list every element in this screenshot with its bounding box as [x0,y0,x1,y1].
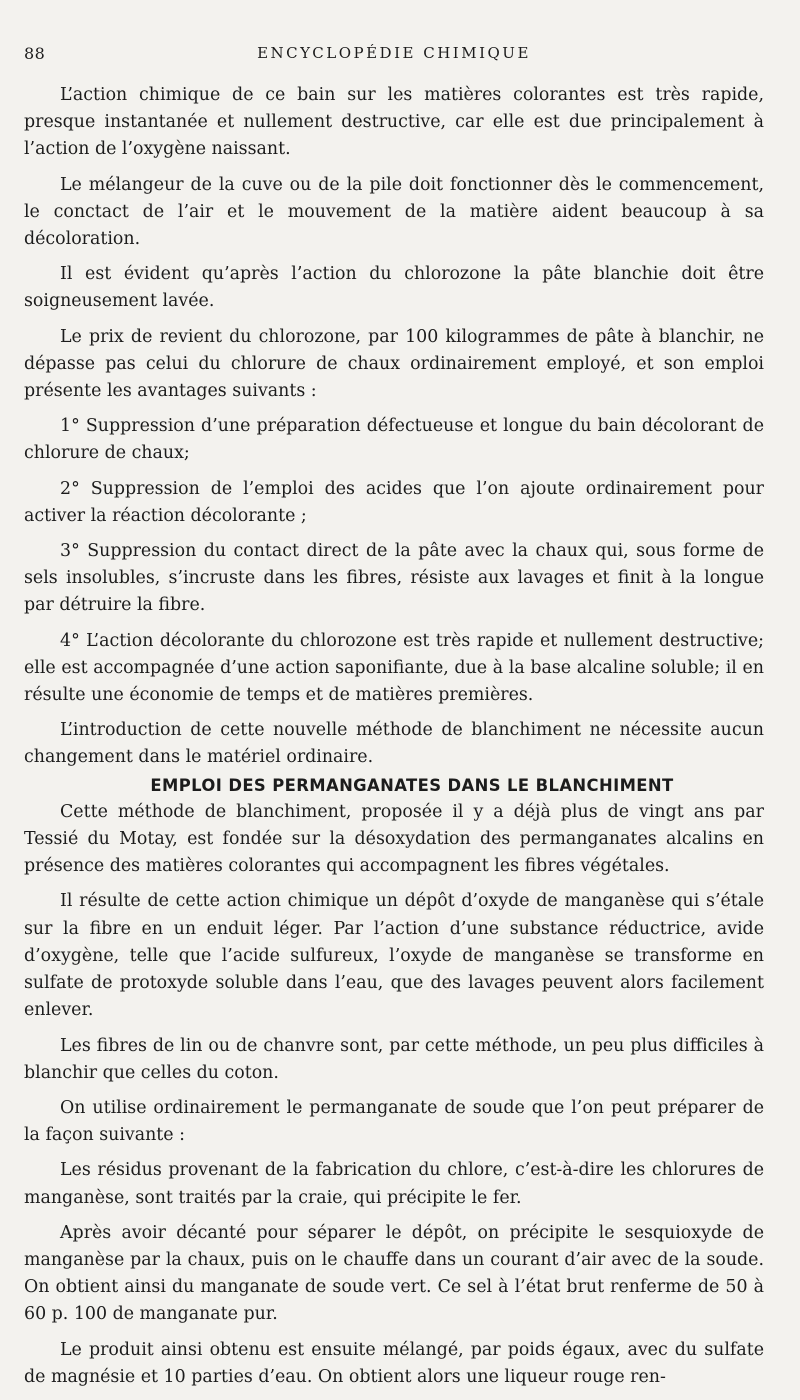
paragraph: Le prix de revient du chlorozone, par 100 kilogrammes de pâte à blanchir, ne dépasse pas celui du chlorure de chaux ordinairement employé, et son emploi présente les avantages suivants : [24,326,764,402]
paragraph: Les fibres de lin ou de chanvre sont, par cette méthode, un peu plus difficiles à blanchir que celles du coton. [24,1035,764,1083]
paragraph: Après avoir décanté pour séparer le dépôt, on précipite le sesquioxyde de manganèse par la chaux, puis on le chauffe dans un courant d’air avec de la soude. On obtient ainsi du manganate de soude vert. Ce sel à l’état brut renferme de 50 à 60 p. 100 de manganate pur. [24,1222,764,1325]
list-item: 4° L’action décolorante du chlorozone est très rapide et nullement destructive; elle est accompagnée d’une action saponifiante, due à la base alcaline soluble; il en résulte une économie de temps et de matières premières. [24,630,764,706]
section-heading: EMPLOI DES PERMANGANATES DANS LE BLANCHIMENT [150,775,674,795]
page-header [24,44,764,74]
paragraph: Les résidus provenant de la fabrication du chlore, c’est-à-dire les chlorures de manganèse, sont traités par la craie, qui précipite le fer. [24,1160,764,1208]
running-title: ENCYCLOPÉDIE CHIMIQUE [257,44,531,62]
body-text [24,82,764,1391]
paragraph: Le mélangeur de la cuve ou de la pile doit fonctionner dès le commencement, le conctact de l’air et le mouvement de la matière aident beaucoup à sa décoloration. [24,174,764,250]
page-number: 88 [24,44,46,63]
list-item: 2° Suppression de l’emploi des acides que l’on ajoute ordinairement pour activer la réaction décolorante ; [24,478,764,526]
paragraph: On utilise ordinairement le permanganate de soude que l’on peut préparer de la façon suivante : [24,1097,764,1146]
paragraph: L’action chimique de ce bain sur les matières colorantes est très rapide, presque instantanée et nullement destructive, car elle est due principalement à l’action de l’oxygène naissant. [24,85,764,160]
paragraph: Il est évident qu’après l’action du chlorozone la pâte blanchie doit être soigneusement lavée. [24,264,764,312]
list-item: 1° Suppression d’une préparation défectueuse et longue du bain décolorant de chlorure de chaux; [24,416,764,464]
paragraph: Il résulte de cette action chimique un dépôt d’oxyde de manganèse qui s’étale sur la fibre en un enduit léger. Par l’action d’une substance réductrice, avide d’oxygène, telle que l’acide sulfureux, l’oxyde de manganèse se transforme en sulfate de protoxyde soluble dans l’eau, que des lavages peuvent alors facilement enlever. [24,891,764,1021]
paragraph: Cette méthode de blanchiment, proposée il y a déjà plus de vingt ans par Tessié du Motay, est fondée sur la désoxydation des permanganates alcalins en présence des matières colorantes qui accompagnent les fibres végétales. [24,801,764,877]
paragraph: Le produit ainsi obtenu est ensuite mélangé, par poids égaux, avec du sulfate de magnésie et 10 parties d’eau. On obtient alors une liqueur rouge ren- [24,1339,764,1387]
list-item: 3° Suppression du contact direct de la pâte avec la chaux qui, sous forme de sels insolubles, s’incruste dans les fibres, résiste aux lavages et finit à la longue par détruire la fibre. [24,541,764,616]
paragraph: L’introduction de cette nouvelle méthode de blanchiment ne nécessite aucun changement dans le matériel ordinaire. [24,720,764,768]
